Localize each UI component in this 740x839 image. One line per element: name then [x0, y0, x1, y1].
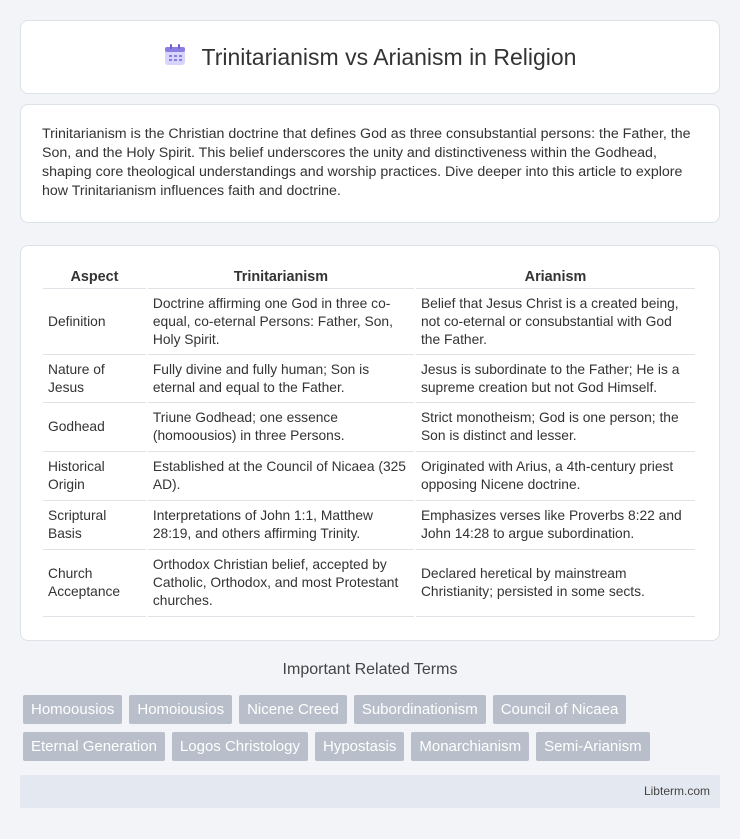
row-aspect: Definition	[43, 289, 146, 355]
table-row	[43, 289, 695, 355]
comparison-table-card	[20, 245, 720, 641]
header-arianism: Arianism	[416, 266, 695, 289]
tag-council-of-nicaea[interactable]: Council of Nicaea	[493, 695, 627, 724]
tag-monarchianism[interactable]: Monarchianism	[411, 732, 529, 761]
table-row	[43, 550, 695, 617]
tag-subordinationism[interactable]: Subordinationism	[354, 695, 486, 724]
table-header-row	[43, 266, 695, 289]
row-trinitarianism: Doctrine affirming one God in three co-equal, co-eternal Persons: Father, Son, Holy Spirit.	[148, 289, 414, 355]
comparison-table	[41, 266, 697, 617]
row-arianism: Declared heretical by mainstream Christianity; persisted in some sects.	[416, 550, 695, 617]
row-arianism: Jesus is subordinate to the Father; He is a supreme creation but not God Himself.	[416, 355, 695, 403]
row-trinitarianism: Established at the Council of Nicaea (325 AD).	[148, 452, 414, 501]
table-row	[43, 403, 695, 452]
header-card	[20, 20, 720, 94]
calendar-icon	[164, 44, 186, 71]
row-aspect: Historical Origin	[43, 452, 146, 501]
intro-card	[20, 104, 720, 223]
row-aspect: Scriptural Basis	[43, 501, 146, 550]
table-row	[43, 452, 695, 501]
row-trinitarianism: Fully divine and fully human; Son is eternal and equal to the Father.	[148, 355, 414, 403]
row-arianism: Strict monotheism; God is one person; the Son is distinct and lesser.	[416, 403, 695, 452]
row-aspect: Nature of Jesus	[43, 355, 146, 403]
tag-hypostasis[interactable]: Hypostasis	[315, 732, 404, 761]
row-trinitarianism: Interpretations of John 1:1, Matthew 28:19, and others affirming Trinity.	[148, 501, 414, 550]
tag-semi-arianism[interactable]: Semi-Arianism	[536, 732, 650, 761]
row-arianism: Emphasizes verses like Proverbs 8:22 and John 14:28 to argue subordination.	[416, 501, 695, 550]
related-terms-title: Important Related Terms	[282, 661, 458, 678]
footer	[20, 775, 720, 808]
tag-homoousios[interactable]: Homoousios	[23, 695, 122, 724]
header-trinitarianism: Trinitarianism	[148, 266, 414, 289]
row-aspect: Church Acceptance	[43, 550, 146, 617]
row-trinitarianism: Orthodox Christian belief, accepted by Catholic, Orthodox, and most Protestant churches.	[148, 550, 414, 617]
tag-eternal-generation[interactable]: Eternal Generation	[23, 732, 165, 761]
footer-link[interactable]: Libterm.com	[643, 784, 710, 798]
row-trinitarianism: Triune Godhead; one essence (homoousios) in three Persons.	[148, 403, 414, 452]
title-wrap	[164, 44, 577, 71]
tag-homoiousios[interactable]: Homoiousios	[129, 695, 232, 724]
intro-text: Trinitarianism is the Christian doctrine that defines God as three consubstantial persons: the Father, the Son, and the Holy Spirit. This belief underscores the unity and distinctiveness within the Godhead, shaping core theological understandings and worship practices. Dive deeper into this article to explore how Trinitarianism influences faith and doctrine.	[42, 126, 691, 199]
header-aspect: Aspect	[43, 266, 146, 289]
tag-logos-christology[interactable]: Logos Christology	[172, 732, 308, 761]
related-terms-list	[23, 695, 723, 761]
table-row	[43, 501, 695, 550]
row-aspect: Godhead	[43, 403, 146, 452]
row-arianism: Belief that Jesus Christ is a created being, not co-eternal or consubstantial with God the Father.	[416, 289, 695, 355]
tag-nicene-creed[interactable]: Nicene Creed	[239, 695, 347, 724]
row-arianism: Originated with Arius, a 4th-century priest opposing Nicene doctrine.	[416, 452, 695, 501]
page-title: Trinitarianism vs Arianism in Religion	[201, 43, 577, 70]
table-row	[43, 355, 695, 403]
